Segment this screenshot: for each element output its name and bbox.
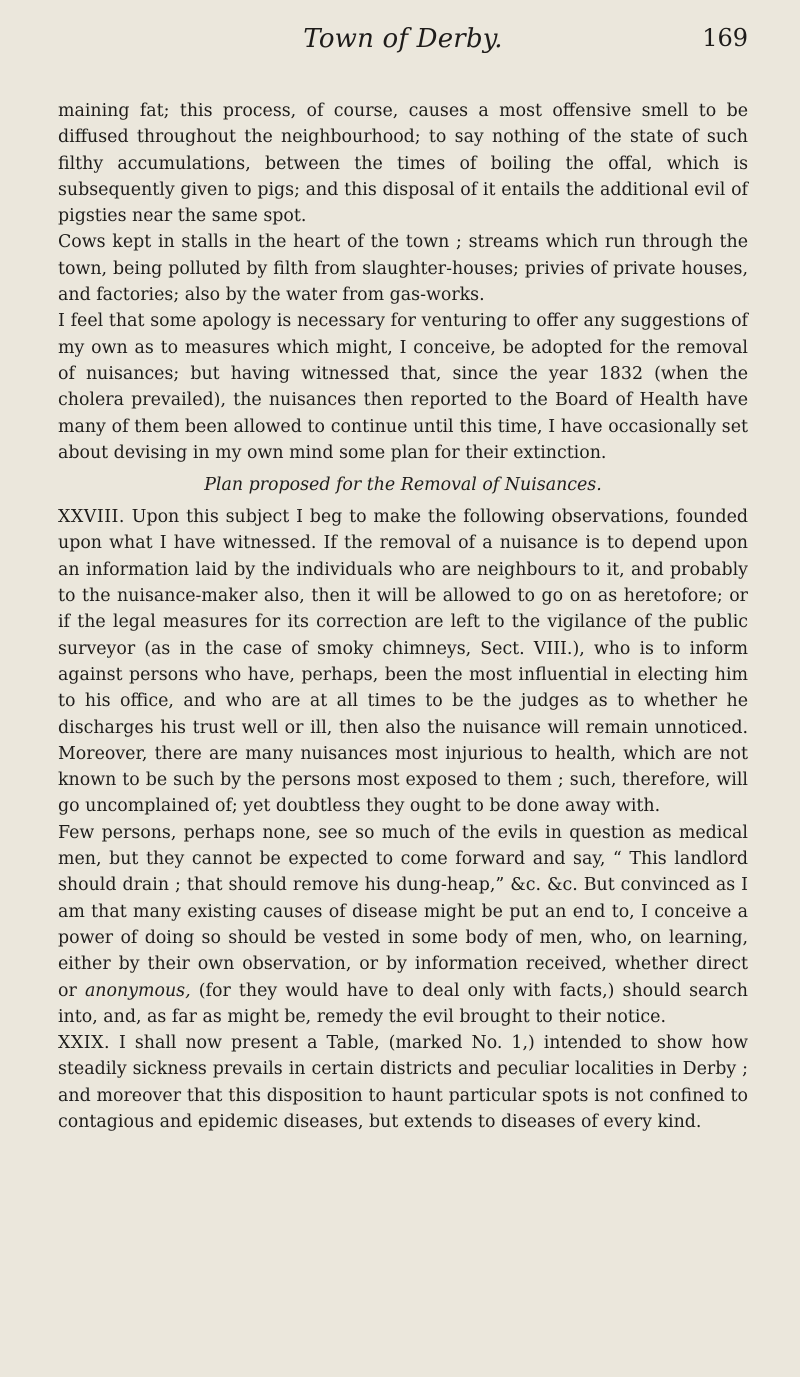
section-number-xxviii: XXVIII.: [58, 507, 125, 528]
paragraph-xxviii: [58, 504, 748, 820]
paragraph-cows: Cows kept in stalls in the heart of the town ; streams which run through the town, being polluted by filth from slaughter-houses; privies of private houses, and factories; also by the water from gas-works.: [58, 232, 748, 306]
paragraph-xxix: [58, 1030, 748, 1135]
paragraph-medical-men-text-after: (for they would have to deal only with facts,) should search into, and, as far as might be, remedy the evil brought to their notice.: [58, 980, 748, 1027]
body-text: [58, 98, 748, 1135]
section-number-xxix: XXIX.: [58, 1033, 111, 1054]
emphasis-anonymous: anonymous,: [84, 980, 191, 1001]
paragraph-xxix-text: I shall now present a Table, (marked No. 1,) intended to show how steadily sickness prevails in certain districts and peculiar localities in Derby ; and moreover that this disposition to haunt particular spots is not confined to contagious and epidemic diseases, but extends to diseases of every kind.: [58, 1033, 748, 1132]
running-header: [58, 20, 748, 62]
page-number: 169: [702, 24, 748, 52]
running-title: Town of Derby.: [303, 24, 503, 54]
section-heading: Plan proposed for the Removal of Nuisances.: [204, 475, 602, 496]
paragraph-medical-men-text-before: Few persons, perhaps none, see so much of the evils in question as medical men, but they cannot be expected to come forward and say, “ This landlord should drain ; that should remove his dung-heap,” &c. &c. But convinced as I am that many existing causes of disease might be put an end to, I conceive a power of doing so should be vested in some body of men, who, on learning, either by their own observation, or by information received, whether direct or: [58, 822, 748, 1001]
book-page: [58, 20, 748, 1135]
paragraph-medical-men: [58, 820, 748, 1030]
paragraph-apology: I feel that some apology is necessary for venturing to offer any suggestions of my own as to measures which might, I conceive, be adopted for the removal of nuisances; but having witnessed that, since the year 1832 (when the cholera prevailed), the nuisances then reported to the Board of Health have many of them been allowed to continue until this time, I have occasionally set about devising in my own mind some plan for their extinction.: [58, 311, 748, 463]
paragraph-xxviii-text: Upon this subject I beg to make the following observations, founded upon what I have witnessed. If the removal of a nuisance is to depend upon an information laid by the individuals who are neighbours to it, and probably to the nuisance-maker also, then it will be allowed to go on as heretofore; or if the legal measures for its correction are left to the vigilance of the public surveyor (as in the case of smoky chimneys, Sect. VIII.), who is to inform against persons who have, perhaps, been the most influential in electing him to his office, and who are at all times to be the judges as to whether he discharges his trust well or ill, then also the nuisance will remain unnoticed. Moreover, there are many nuisances most injurious to health, which are not known to be such by the persons most exposed to them ; such, therefore, will go uncomplained of; yet doubtless they ought to be done away with.: [58, 507, 749, 817]
paragraph-offal: maining fat; this process, of course, causes a most offensive smell to be diffused throughout the neighbourhood; to say nothing of the state of such filthy accumulations, between the times of boiling the offal, which is subsequently given to pigs; and this disposal of it entails the additional evil of pigsties near the same spot.: [58, 101, 748, 227]
